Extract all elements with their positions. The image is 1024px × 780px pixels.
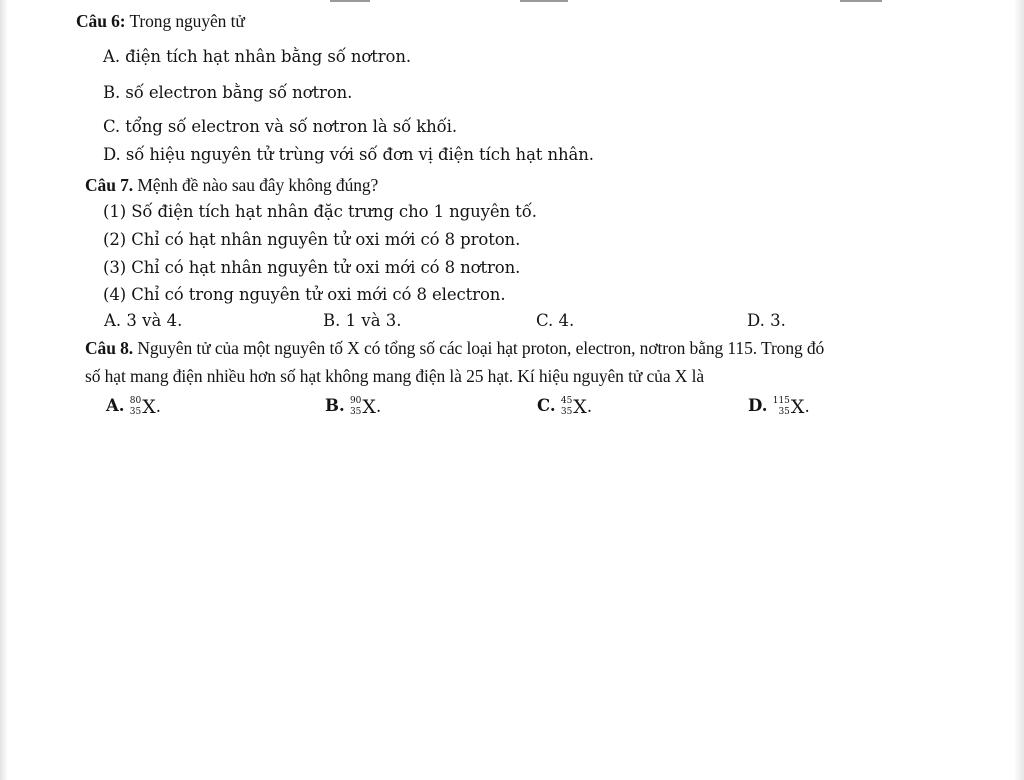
- question-7-stem: Mệnh đề nào sau đây không đúng?: [137, 175, 379, 195]
- option-letter: A.: [103, 47, 120, 66]
- question-8-stem-line-1: Nguyên tử của một nguyên tố X có tổng số các loại hạt proton, electron, nơtron bằng 115. Trong đó: [137, 338, 825, 358]
- period: .: [804, 397, 810, 416]
- question-8-heading: [85, 338, 824, 358]
- element-symbol: X: [142, 396, 156, 418]
- mass-number: 45: [560, 396, 573, 406]
- answer-letter: D.: [747, 311, 765, 330]
- mass-number: 90: [349, 396, 362, 406]
- option-text: điện tích hạt nhân bằng số nơtron.: [125, 47, 412, 66]
- question-8-answer-a: [106, 396, 161, 422]
- question-8-number: Câu 8.: [85, 338, 134, 358]
- question-7-statement-1: (1) Số điện tích hạt nhân đặc trưng cho 1 nguyên tố.: [103, 202, 537, 221]
- answer-letter: B.: [323, 311, 341, 330]
- question-6-number: Câu 6:: [76, 11, 126, 31]
- answer-text: 4.: [558, 311, 575, 330]
- answer-letter: B.: [325, 396, 345, 415]
- question-7-answer-c: [536, 311, 574, 331]
- atomic-number: 35: [560, 407, 573, 417]
- question-8-answer-d: [748, 396, 810, 422]
- period: .: [375, 397, 382, 416]
- option-text: số electron bằng số nơtron.: [125, 83, 353, 102]
- question-6-stem: Trong nguyên tử: [129, 11, 245, 31]
- answer-text: 3.: [770, 311, 786, 330]
- cut-mark: [330, 0, 370, 2]
- nuclide-symbol: [130, 396, 161, 420]
- atomic-number: 35: [129, 407, 142, 417]
- element-symbol: X: [362, 396, 376, 418]
- top-cut-marks: [0, 0, 1024, 4]
- answer-letter: A.: [106, 396, 125, 415]
- question-7-statement-4: (4) Chỉ có trong nguyên tử oxi mới có 8 electron.: [103, 285, 506, 304]
- question-7-statement-3: (3) Chỉ có hạt nhân nguyên tử oxi mới có 8 nơtron.: [103, 258, 521, 277]
- option-text: tổng số electron và số nơtron là số khối.: [125, 117, 457, 136]
- cut-mark: [520, 0, 568, 2]
- atomic-number: 35: [778, 407, 790, 417]
- element-symbol: X: [573, 396, 587, 418]
- page-left-edge: [0, 0, 8, 780]
- question-7-answer-a: [104, 311, 182, 331]
- option-text: số hiệu nguyên tử trùng với số đơn vị điện tích hạt nhân.: [125, 145, 594, 164]
- answer-letter: A.: [104, 311, 122, 330]
- atomic-number: 35: [349, 407, 362, 417]
- question-7-statement-2: (2) Chỉ có hạt nhân nguyên tử oxi mới có 8 proton.: [103, 230, 521, 249]
- answer-letter: C.: [536, 311, 554, 330]
- mass-number: 80: [129, 396, 142, 406]
- question-6-heading: [76, 11, 245, 31]
- mass-number: 115: [772, 396, 790, 406]
- option-letter: D.: [103, 145, 121, 164]
- page-right-edge: [1014, 0, 1024, 780]
- question-6-option-d: [103, 145, 594, 165]
- answer-text: 3 và 4.: [126, 311, 183, 330]
- question-8-answer-c: [537, 396, 592, 422]
- nuclide-symbol: [350, 396, 381, 420]
- question-6-option-b: [103, 83, 352, 103]
- question-8-answer-b: [325, 396, 381, 422]
- question-6-option-c: [103, 117, 457, 137]
- question-7-answer-row: [0, 311, 1024, 333]
- question-8-stem-line-2: số hạt mang điện nhiều hơn số hạt không mang điện là 25 hạt. Kí hiệu nguyên tử của X là: [85, 366, 705, 386]
- answer-letter: C.: [537, 396, 556, 415]
- answer-letter: D.: [748, 396, 768, 415]
- question-7-heading: [85, 175, 378, 195]
- question-7-answer-b: [323, 311, 402, 331]
- question-8-answer-row: [0, 396, 1024, 424]
- cut-mark: [840, 0, 882, 2]
- option-letter: B.: [103, 83, 121, 102]
- option-letter: C.: [103, 117, 121, 136]
- nuclide-symbol: [561, 396, 592, 420]
- period: .: [155, 397, 162, 416]
- question-6-option-a: [103, 47, 411, 67]
- question-7-number: Câu 7.: [85, 175, 134, 195]
- element-symbol: X: [790, 396, 805, 418]
- question-7-answer-d: [747, 311, 786, 331]
- period: .: [586, 397, 593, 416]
- answer-text: 1 và 3.: [345, 311, 402, 330]
- nuclide-symbol: [773, 396, 810, 420]
